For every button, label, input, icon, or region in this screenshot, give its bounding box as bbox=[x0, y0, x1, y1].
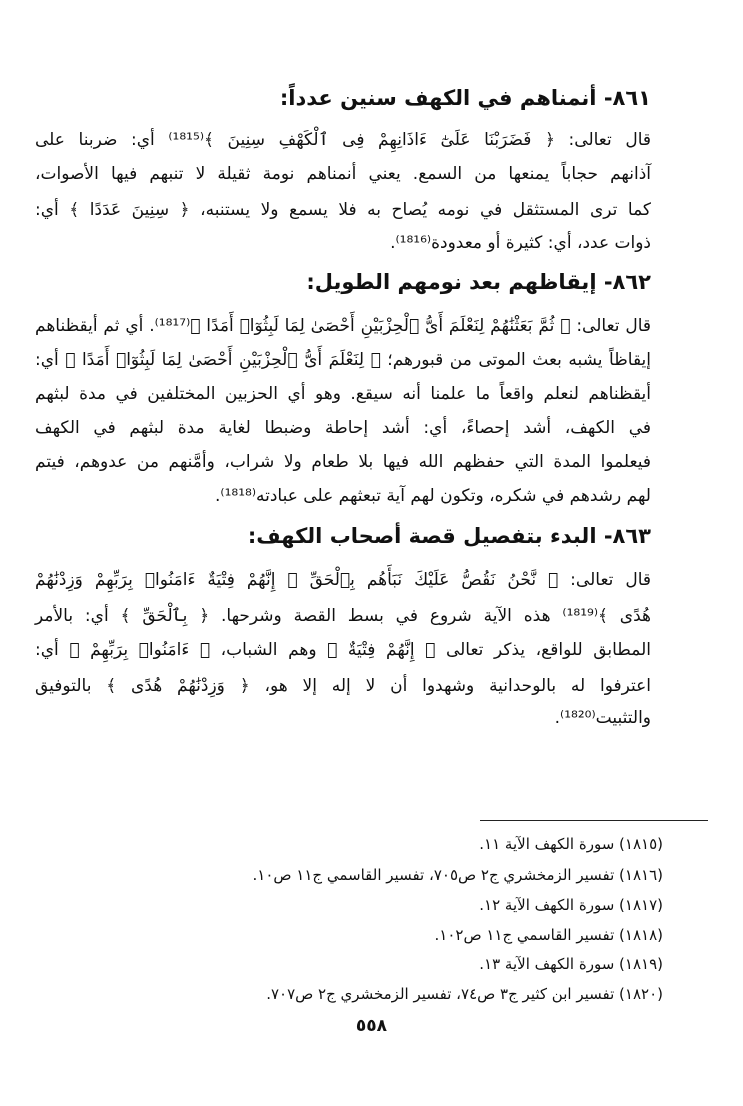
section-heading-861: ٨٦١- أنمناهم في الكهف سنين عدداً: bbox=[279, 86, 651, 110]
body-line: هُدًى ﴾⁽¹⁸¹⁹⁾ هذه الآية شروع في بسط القصة وشرحها. ﴿ بِٱلْحَقِّ ﴾ أي: بالأمر bbox=[35, 606, 651, 626]
footnote-1815: (١٨١٥) سورة الكهف الآية ١١. bbox=[479, 835, 663, 853]
body-line: لهم رشدهم في شكره، وتكون لهم آية تبعثهم على عبادته⁽¹⁸¹⁸⁾. bbox=[214, 486, 651, 506]
body-line: قال تعالى: ﴿ ثُمَّ بَعَثْنَٰهُمْ لِنَعْلَمَ أَىُّ ٱلْحِزْبَيْنِ أَحْصَىٰ لِمَا لَبِثُوٓا۟ أَمَدًا ﴾⁽¹⁸¹⁷⁾. أي ثم أيقظناهم bbox=[35, 316, 652, 336]
body-line: كما ترى المستثقل في نومه يُصاح به فلا يسمع ولا يستنبه، ﴿ سِنِينَ عَدَدًا ﴾ أي: bbox=[35, 200, 651, 220]
body-line: ذوات عدد، أي: كثيرة أو معدودة⁽¹⁸¹⁶⁾. bbox=[390, 233, 651, 253]
footnote-1820: (١٨٢٠) تفسير ابن كثير ج٣ ص٧٤، تفسير الزمخشري ج٢ ص٧٠٧. bbox=[266, 985, 663, 1003]
footnote-1819: (١٨١٩) سورة الكهف الآية ١٣. bbox=[479, 955, 663, 973]
body-line: قال تعالى: ﴿ نَّحْنُ نَقُصُّ عَلَيْكَ نَبَأَهُم بِٱلْحَقِّ ۚ إِنَّهُمْ فِتْيَةٌ ءَامَنُوا۟ بِرَبِّهِمْ وَزِدْنَٰهُمْ bbox=[35, 570, 651, 590]
footnote-1818: (١٨١٨) تفسير القاسمي ج١١ ص١٠٢. bbox=[434, 926, 663, 944]
footnote-separator bbox=[480, 820, 708, 821]
page-number: ٥٥٨ bbox=[355, 1016, 388, 1036]
section-heading-862: ٨٦٢- إيقاظهم بعد نومهم الطويل: bbox=[306, 270, 651, 294]
body-line: المطابق للواقع، يذكر تعالى ﴿ إِنَّهُمْ فِتْيَةٌ ﴾ وهم الشباب، ﴿ ءَامَنُوا۟ بِرَبِّهِمْ ﴾ أي: bbox=[35, 640, 651, 660]
body-line: اعترفوا له بالوحدانية وشهدوا أن لا إله إلا هو، ﴿ وَزِدْنَٰهُمْ هُدًى ﴾ بالتوفيق bbox=[35, 676, 651, 696]
body-line: أيقظناهم لنعلم واقعاً ما علمنا أنه سيقع. وهو أي الحزبين المختلفين في مدة لبثهم bbox=[35, 384, 651, 404]
body-line: آذانهم حجاباً يمنعها من السمع. يعني أنمناهم نومة ثقيلة لا تنبهم فيها الأصوات، bbox=[35, 164, 651, 184]
body-line: فيعلموا المدة التي حفظهم الله فيها بلا طعام ولا شراب، وأمَّنهم من عدوهم، فيتم bbox=[35, 452, 651, 472]
body-line: إيقاظاً يشبه بعث الموتى من قبورهم؛ ﴿ لِنَعْلَمَ أَىُّ ٱلْحِزْبَيْنِ أَحْصَىٰ لِمَا لَبِثُوٓا۟ أَمَدًا ﴾ أي: bbox=[35, 350, 651, 370]
body-line: قال تعالى: ﴿ فَضَرَبْنَا عَلَىٰٓ ءَاذَانِهِمْ فِى ٱلْكَهْفِ سِنِينَ ﴾⁽¹⁸¹⁵⁾ أي: ضربنا على bbox=[35, 130, 651, 150]
section-heading-863: ٨٦٣- البدء بتفصيل قصة أصحاب الكهف: bbox=[247, 524, 651, 548]
body-line: والتثبيت⁽¹⁸²⁰⁾. bbox=[554, 708, 651, 728]
footnote-1817: (١٨١٧) سورة الكهف الآية ١٢. bbox=[479, 896, 663, 914]
footnote-1816: (١٨١٦) تفسير الزمخشري ج٢ ص٧٠٥، تفسير القاسمي ج١١ ص١٠. bbox=[252, 866, 663, 884]
body-line: في الكهف، أشد إحصاءً، أي: أشد إحاطة وضبطا لغاية مدة لبثهم في الكهف bbox=[35, 418, 651, 438]
